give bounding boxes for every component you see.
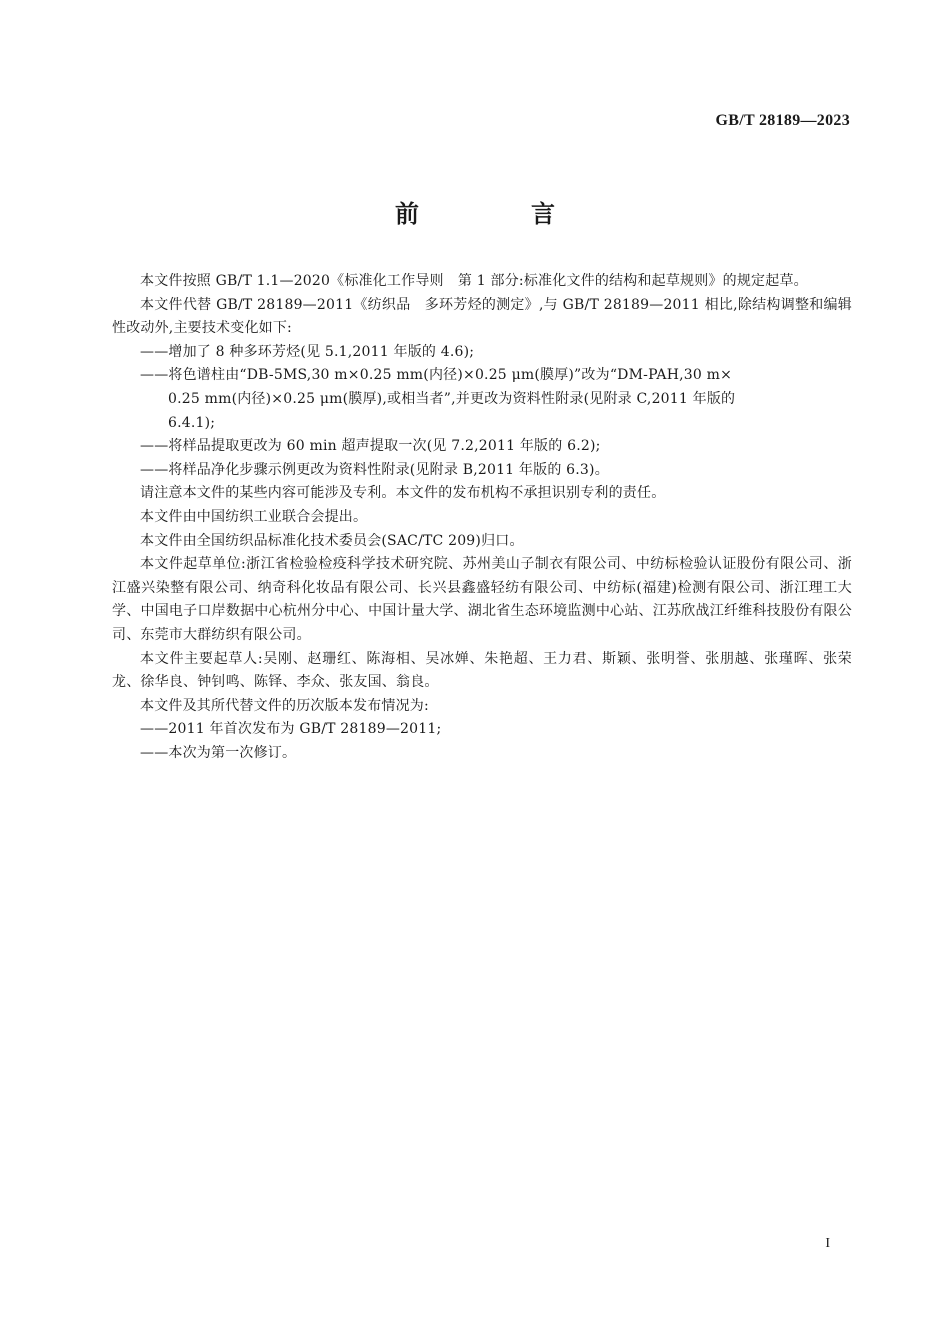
list-item: ——将样品净化步骤示例更改为资料性附录(见附录 B,2011 年版的 6.3)。 [140,461,609,478]
paragraph-drafters: 本文件主要起草人:吴刚、赵珊红、陈海相、吴冰婵、朱艳超、王力君、斯颖、张明誉、张朋越、张瑾晖、张荣龙、徐华良、钟钊鸣、陈铎、李众、张友国、翁良。 [112,650,852,691]
list-item-continuation: 6.4.1); [168,414,216,431]
paragraph-history: 本文件及其所代替文件的历次版本发布情况为: [140,697,429,714]
paragraph-committee: 本文件由全国纺织品标准化技术委员会(SAC/TC 209)归口。 [140,532,524,549]
list-item: ——2011 年首次发布为 GB/T 28189—2011; [140,721,442,738]
list-item: ——本次为第一次修订。 [140,744,297,761]
list-item: ——增加了 8 种多环芳烃(见 5.1,2011 年版的 4.6); [140,343,475,360]
paragraph-patent-notice: 请注意本文件的某些内容可能涉及专利。本文件的发布机构不承担识别专利的责任。 [140,485,666,502]
paragraph-drafting-units: 本文件起草单位:浙江省检验检疫科学技术研究院、苏州美山子制衣有限公司、中纺标检验认证股份有限公司、浙江盛兴染整有限公司、纳奇科化妆品有限公司、长兴县鑫盛轻纺有限公司、中纺标(福建)检测有限公司、浙江理工大学、中国电子口岸数据中心杭州分中心、中国计量大学、湖北省生态环境监测中心站、江苏欣战江纤维科技股份有限公司、东莞市大群纺织有限公司。 [112,556,852,643]
page-number: I [825,1236,830,1251]
standard-number: GB/T 28189—2023 [715,112,850,129]
paragraph-proposer: 本文件由中国纺织工业联合会提出。 [140,508,368,525]
list-item [140,364,852,435]
paragraph-drafting-rules: 本文件按照 GB/T 1.1—2020《标准化工作导则 第 1 部分:标准化文件的结构和起草规则》的规定起草。 [140,273,808,289]
document-body [112,270,852,765]
paragraph-replacement: 本文件代替 GB/T 28189—2011《纺织品 多环芳烃的测定》,与 GB/T 28189—2011 相比,除结构调整和编辑性改动外,主要技术变化如下: [112,296,852,337]
page-title: 前 言 [395,200,599,228]
list-item-continuation: 0.25 mm(内径)×0.25 μm(膜厚),或相当者”,并更改为资料性附录(见附录 C,2011 年版的 [168,390,736,407]
list-item: ——将样品提取更改为 60 min 超声提取一次(见 7.2,2011 年版的 6.2); [140,438,601,455]
list-item-line: ——将色谱柱由“DB-5MS,30 m×0.25 mm(内径)×0.25 μm(膜厚)”改为“DM-PAH,30 m× [140,367,733,384]
